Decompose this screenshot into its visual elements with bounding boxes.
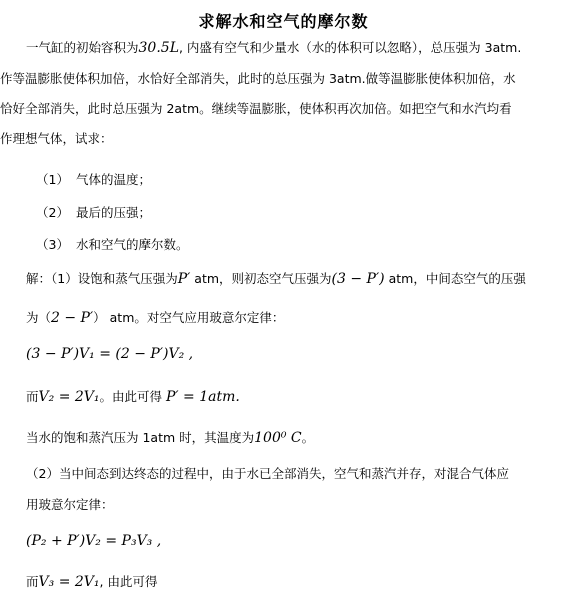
equation-2: (P₂ + P′)V₂ = P₃V₃ , — [26, 533, 162, 549]
initial-volume: 30.5L — [138, 40, 179, 56]
problem-text: , 内盛有空气和少量水（水的体积可以忽略），总压强为 3atm. — [178, 40, 522, 55]
math-expression: V₃ = 2V₁ — [38, 574, 100, 590]
solution-text: 当水的饱和蒸汽压为 1atm 时，其温度为 — [26, 430, 255, 445]
question-text: 最后的压强； — [76, 205, 152, 220]
problem-line-1 — [26, 40, 521, 56]
problem-line-3: 恰好全部消失，此时总压强为 2atm。继续等温膨胀，使体积再次加倍。如把空气和水汽均看 — [0, 101, 512, 116]
question-number: （2） — [36, 205, 69, 220]
solution-text: atm，中间态空气的压强 — [384, 271, 526, 286]
math-expression: (3 − P′) — [331, 271, 385, 287]
math-expression: V₂ = 2V₁ — [38, 389, 100, 405]
solution-text: , 由此可得 — [99, 574, 158, 589]
solution-text: 。由此可得 — [99, 389, 163, 404]
problem-text: 一气缸的初始容积为 — [26, 40, 139, 55]
math-expression: P′ — [177, 271, 191, 287]
problem-line-4: 作理想气体，试求： — [0, 131, 113, 146]
question-text: 气体的温度； — [76, 172, 152, 187]
solution-line-5: （2）当中间态到达终态的过程中，由于水已全部消失，空气和蒸汽并存，对混合气体应 — [26, 466, 509, 481]
solution-line-3 — [26, 389, 240, 405]
solution-line-6: 用玻意尔定律： — [26, 497, 114, 512]
solution-text: 。 — [301, 430, 315, 445]
question-number: （1） — [36, 172, 69, 187]
solution-text: ） atm。对空气应用玻意尔定律： — [93, 310, 285, 325]
solution-line-4 — [26, 430, 314, 446]
math-expression: 100⁰ C — [254, 430, 302, 446]
solution-text: 为（ — [26, 310, 52, 325]
solution-text: 而 — [26, 574, 39, 589]
solution-line-7 — [26, 574, 157, 590]
equation-1: (3 − P′)V₁ = (2 − P′)V₂ , — [26, 346, 194, 362]
solution-text: 而 — [26, 389, 39, 404]
math-expression: P′ = 1atm. — [166, 389, 240, 405]
problem-line-2: 作等温膨胀使体积加倍，水恰好全部消失，此时的总压强为 3atm.做等温膨胀使体积加倍，水 — [0, 71, 516, 86]
question-number: （3） — [36, 237, 69, 252]
math-expression: 2 − P′ — [51, 310, 94, 326]
solution-text: atm，则初态空气压强为 — [190, 271, 332, 286]
solution-line-2 — [26, 310, 284, 326]
question-text: 水和空气的摩尔数。 — [76, 237, 189, 252]
solution-text: 解：（1）设饱和蒸气压强为 — [26, 271, 178, 286]
page-title: 求解水和空气的摩尔数 — [198, 12, 369, 31]
solution-line-1 — [26, 271, 526, 287]
